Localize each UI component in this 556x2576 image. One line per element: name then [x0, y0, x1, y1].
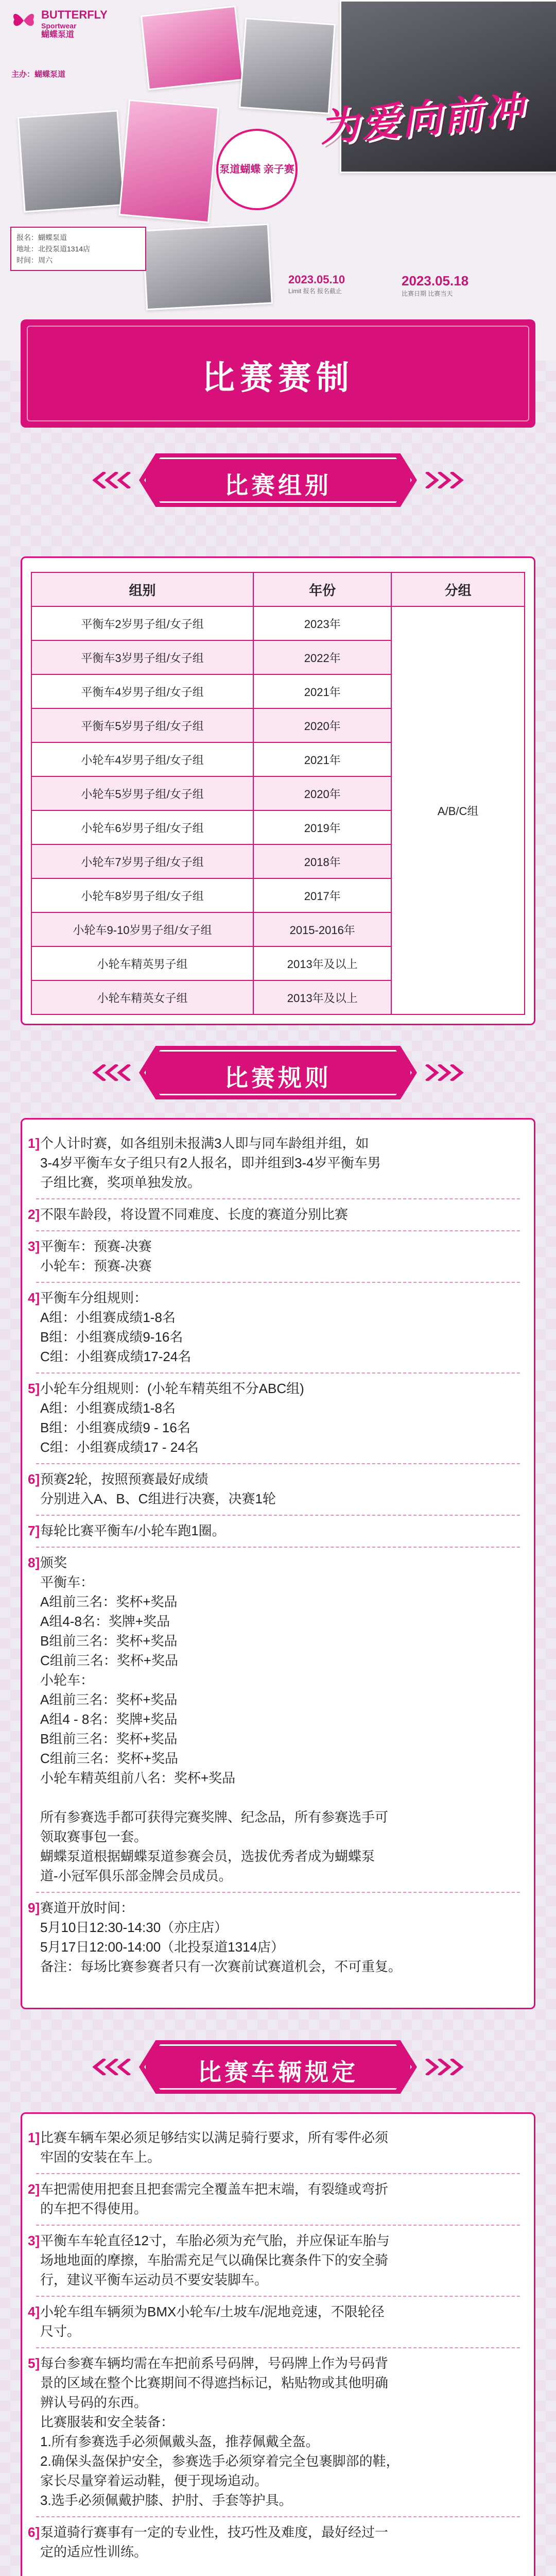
race-date-value: 2023.05.18: [402, 273, 469, 289]
item-number: 1]: [28, 2130, 40, 2145]
group-year: 2019年: [253, 810, 391, 844]
item-line: 小轮车精英组前八名：奖杯+奖品: [40, 1770, 236, 1786]
group-name: 小轮车精英男子组: [31, 946, 253, 980]
vehicle-rule-item: [28, 2128, 519, 2167]
item-line: 个人计时赛，如各组别未报满3人即与同车龄组并组，如: [40, 1136, 369, 1151]
vehicle-rule-item: [28, 2302, 519, 2341]
group-division: A/B/C组: [391, 606, 525, 1014]
item-line: 颁奖: [40, 1555, 67, 1570]
divider: [36, 1372, 520, 1374]
rule-item: [28, 1288, 519, 1366]
rule-item: [28, 1553, 519, 1886]
item-line: 行，建议平衡车运动员不要安装脚车。: [40, 2272, 268, 2287]
info-line: 报名：蝴蝶泵道: [16, 233, 67, 242]
hero-collage: [0, 0, 556, 361]
chevron-right-icon: [425, 472, 466, 488]
rule-item: [28, 1521, 519, 1540]
item-number: 1]: [28, 1136, 40, 1151]
info-line: 时间：周六: [16, 256, 53, 264]
item-line: 牢固的安装在车上。: [40, 2149, 161, 2165]
item-line: 所有参赛选手都可获得完赛奖牌、纪念品，所有参赛选手可: [40, 1809, 389, 1825]
item-line: 的车把不得使用。: [40, 2201, 148, 2216]
group-name: 小轮车9-10岁男子组/女子组: [31, 912, 253, 946]
item-line: B组：小组赛成绩9 - 16名: [40, 1420, 190, 1435]
group-year: 2015-2016年: [253, 912, 391, 946]
table-header-row: [31, 572, 525, 606]
section-header-rules: [139, 1046, 417, 1099]
item-line: 小轮车：: [40, 1672, 94, 1688]
section-title: 比赛规则: [224, 1064, 332, 1091]
item-line: B组前三名：奖杯+奖品: [40, 1731, 178, 1747]
item-line: C组：小组赛成绩17-24名: [40, 1349, 192, 1364]
item-line: A组：小组赛成绩1-8名: [40, 1400, 176, 1416]
item-line: 5月17日12:00-14:00（北投泵道1314店）: [40, 1939, 285, 1955]
item-line: 5月10日12:30-14:30（亦庄店）: [40, 1920, 228, 1935]
group-name: 小轮车4岁男子组/女子组: [31, 742, 253, 776]
hero-photo: [18, 110, 125, 212]
item-line: 尺寸。: [40, 2324, 81, 2339]
group-year: 2013年及以上: [253, 980, 391, 1014]
divider: [36, 1198, 520, 1199]
logo-text-line2: Sportwear: [41, 22, 77, 30]
item-line: 平衡车分组规则：: [40, 1290, 148, 1306]
item-line: 车把需使用把套且把套需完全覆盖车把末端，有裂缝或弯折: [40, 2181, 389, 2197]
divider: [36, 2347, 520, 2348]
item-number: 4]: [28, 2304, 40, 2319]
table-header: 年份: [253, 572, 391, 606]
item-line: 定的适应性训练。: [40, 2544, 148, 2560]
rule-item: [28, 1205, 519, 1224]
item-number: 4]: [28, 1290, 40, 1306]
signup-date-label: Limit 报名 报名截止: [288, 287, 342, 295]
group-year: 2013年及以上: [253, 946, 391, 980]
page-banner: [21, 319, 535, 428]
vehicle-rule-item: [28, 2353, 519, 2510]
table-header: 分组: [391, 572, 525, 606]
item-number: 3]: [28, 1239, 40, 1254]
signup-date: 2023.05.10: [288, 273, 345, 286]
chevron-left-icon: [90, 1064, 131, 1081]
rule-item: [28, 1379, 519, 1457]
item-line: A组4-8名：奖牌+奖品: [40, 1614, 170, 1629]
item-line: 道-小冠军俱乐部金牌会员成员。: [40, 1868, 232, 1884]
section-header-vehicles: [139, 2040, 417, 2094]
group-name: 平衡车5岁男子组/女子组: [31, 708, 253, 742]
item-line: 蝴蝶泵道根据蝴蝶泵道参赛会员，选拔优秀者成为蝴蝶泵: [40, 1849, 375, 1864]
group-year: 2023年: [253, 606, 391, 640]
rule-item: [28, 1469, 519, 1509]
item-number: 7]: [28, 1523, 40, 1538]
group-year: 2018年: [253, 844, 391, 878]
item-line: 比赛车辆车架必须足够结实以满足骑行要求，所有零件必须: [40, 2130, 389, 2145]
divider: [36, 1515, 520, 1516]
item-number: 5]: [28, 1381, 40, 1396]
divider: [36, 1230, 520, 1231]
table-row: [31, 606, 525, 640]
group-year: 2020年: [253, 776, 391, 810]
item-line: 小轮车：预赛-决赛: [40, 1258, 152, 1274]
item-line: 子组比赛，奖项单独发放。: [40, 1175, 201, 1190]
item-line: B组：小组赛成绩9-16名: [40, 1329, 183, 1345]
item-line: 平衡车车轮直径12寸，车胎必须为充气胎，并应保证车胎与: [40, 2233, 390, 2248]
group-name: 小轮车精英女子组: [31, 980, 253, 1014]
item-line: 场地地面的摩擦，车胎需充足气以确保比赛条件下的安全骑: [40, 2252, 389, 2268]
item-line: 景的区域在整个比赛期间不得遮挡标记，粘贴物或其他明确: [40, 2375, 389, 2391]
item-line: 小轮车分组规则：(小轮车精英组不分ABC组): [40, 1381, 304, 1396]
chevron-left-icon: [90, 472, 131, 488]
section-title: 比赛车辆规定: [198, 2059, 358, 2086]
divider: [36, 1463, 520, 1464]
item-line: 分别进入A、B、C组进行决赛，决赛1轮: [40, 1491, 276, 1506]
group-year: 2017年: [253, 878, 391, 912]
item-line: 比赛服装和安全装备：: [40, 2414, 175, 2430]
brand-logo: [10, 7, 108, 40]
divider: [36, 1547, 520, 1548]
group-year: 2021年: [253, 742, 391, 776]
item-line: 平衡车：预赛-决赛: [40, 1239, 152, 1254]
item-line: 泵道骑行赛事有一定的专业性，技巧性及难度，最好经过一: [40, 2524, 389, 2540]
item-number: 6]: [28, 1471, 40, 1487]
item-number: 2]: [28, 1207, 40, 1222]
item-line: 3.选手必须佩戴护膝、护肘、手套等护具。: [40, 2493, 292, 2508]
rule-item: [28, 1133, 519, 1192]
logo-text-line3: 蝴蝶泵道: [41, 30, 75, 39]
item-line: C组：小组赛成绩17 - 24名: [40, 1439, 199, 1455]
event-info: [10, 227, 146, 271]
item-number: 8]: [28, 1555, 40, 1570]
section-title: 比赛组别: [224, 472, 332, 499]
item-line: 每台参赛车辆均需在车把前系号码牌，号码牌上作为号码背: [40, 2355, 389, 2371]
item-number: 3]: [28, 2233, 40, 2248]
item-line: 1.所有参赛选手必须佩戴头盔，推荐佩戴全盔。: [40, 2434, 319, 2449]
vehicle-rule-item: [28, 2522, 519, 2562]
group-year: 2020年: [253, 708, 391, 742]
item-line: 2.确保头盔保护安全，参赛选手必须穿着完全包裹脚部的鞋，: [40, 2453, 399, 2469]
group-name: 小轮车6岁男子组/女子组: [31, 810, 253, 844]
item-number: 6]: [28, 2524, 40, 2540]
item-line: 每轮比赛平衡车/小轮车跑1圈。: [40, 1523, 225, 1538]
race-date: [402, 273, 468, 298]
item-line: 辨认号码的东西。: [40, 2395, 148, 2410]
divider: [36, 2516, 520, 2517]
item-line: C组前三名：奖杯+奖品: [40, 1751, 178, 1766]
group-name: 平衡车3岁男子组/女子组: [31, 640, 253, 674]
item-line: 预赛2轮，按照预赛最好成绩: [40, 1471, 208, 1487]
group-name: 小轮车7岁男子组/女子组: [31, 844, 253, 878]
rule-item: [28, 1898, 519, 1976]
item-line: B组前三名：奖杯+奖品: [40, 1633, 178, 1649]
hero-photo: [141, 6, 244, 91]
item-line: A组4 - 8名：奖牌+奖品: [40, 1711, 178, 1727]
butterfly-icon: [10, 7, 37, 34]
signup-deadline: [288, 273, 345, 295]
page-title: 比赛赛制: [202, 359, 354, 396]
logo-text-line1: BUTTERFLY: [41, 8, 108, 21]
section-header-groups: [139, 453, 417, 507]
groups-table: [31, 572, 525, 1015]
item-line: 平衡车：: [40, 1574, 94, 1590]
vehicle-rule-item: [28, 2179, 519, 2218]
item-line: A组前三名：奖杯+奖品: [40, 1594, 178, 1609]
item-line: [40, 1788, 519, 1807]
item-line: 赛道开放时间：: [40, 1900, 134, 1916]
info-line: 地址：北投泵道1314店: [16, 245, 91, 253]
brand-subtitle: 主办：蝴蝶泵道: [11, 70, 66, 79]
item-line: 不限车龄段，将设置不同难度、长度的赛道分别比赛: [40, 1207, 349, 1222]
item-number: 2]: [28, 2181, 40, 2197]
divider: [36, 2296, 520, 2297]
item-line: 领取赛事包一套。: [40, 1829, 148, 1844]
table-header: 组别: [31, 572, 253, 606]
event-badge: 泵道蝴蝶 亲子赛: [216, 129, 298, 210]
divider: [36, 1892, 520, 1893]
item-line: 备注：每场比赛参赛者只有一次赛前试赛道机会，不可重复。: [40, 1959, 402, 1974]
divider: [36, 2173, 520, 2174]
divider: [36, 2225, 520, 2226]
item-line: 家长尽量穿着运动鞋，便于现场追动。: [40, 2473, 268, 2488]
rule-item: [28, 1236, 519, 1276]
item-line: 小轮车组车辆须为BMX小轮车/土坡车/泥地竞速，不限轮径: [40, 2304, 385, 2319]
item-number: 9]: [28, 1900, 40, 1916]
hero-title: 为爱向前冲: [318, 88, 527, 150]
group-name: 小轮车8岁男子组/女子组: [31, 878, 253, 912]
item-line: A组：小组赛成绩1-8名: [40, 1310, 176, 1325]
item-line: C组前三名：奖杯+奖品: [40, 1653, 178, 1668]
item-line: A组前三名：奖杯+奖品: [40, 1692, 178, 1707]
vehicle-rule-item: [28, 2231, 519, 2290]
item-line: 3-4岁平衡车女子组只有2人报名，即并组到3-4岁平衡车男: [40, 1155, 381, 1171]
group-name: 平衡车2岁男子组/女子组: [31, 606, 253, 640]
group-year: 2021年: [253, 674, 391, 708]
group-name: 小轮车5岁男子组/女子组: [31, 776, 253, 810]
group-year: 2022年: [253, 640, 391, 674]
race-date-label: 比赛日期 比赛当天: [402, 290, 453, 297]
chevron-right-icon: [425, 2059, 466, 2075]
chevron-left-icon: [90, 2059, 131, 2075]
group-name: 平衡车4岁男子组/女子组: [31, 674, 253, 708]
item-number: 5]: [28, 2355, 40, 2371]
chevron-right-icon: [425, 1064, 466, 1081]
hero-photo: [142, 224, 273, 311]
hero-photo: [118, 99, 219, 223]
divider: [36, 1282, 520, 1283]
